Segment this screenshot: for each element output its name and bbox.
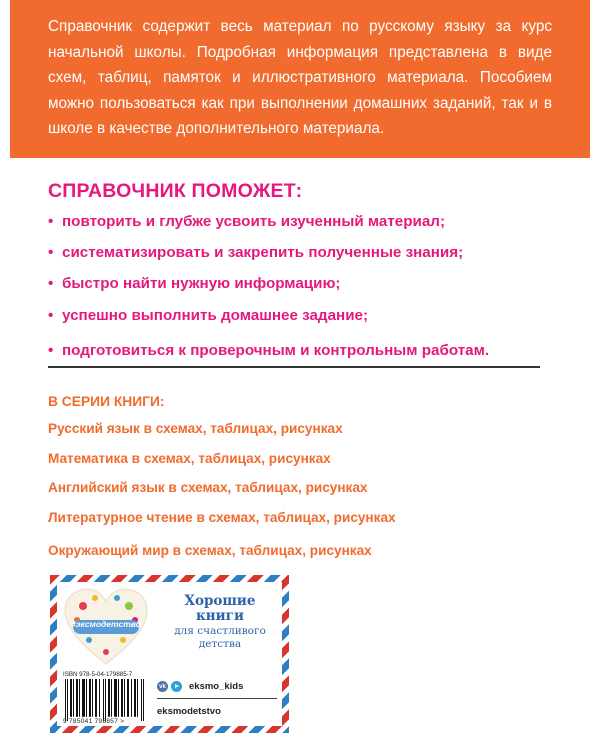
list-item [48, 208, 568, 239]
intro-banner [10, 0, 590, 158]
list-item-text: повторить и глубже усвоить изученный материал; [62, 213, 446, 230]
isbn-text: ISBN 978-5-04-179885-7 [63, 671, 133, 678]
social-row [157, 681, 243, 692]
slogan-line: детства [198, 638, 242, 650]
intro-text: Справочник содержит весь материал по русскому языку за курс начальной школы. Подробная информация представлена в виде схем, таблиц, памяток и иллюстративного материала. Пособием можно пользоваться как при выполнении домашних заданий, так и в школе в качестве дополнительного материала. [48, 18, 552, 138]
bullet: • [48, 275, 54, 293]
series-item: Русский язык в схемах, таблицах, рисунках [48, 421, 343, 436]
list-item-text: успешно выполнить домашнее задание; [62, 306, 369, 324]
heart-label: #эксмодетство [71, 619, 141, 629]
helps-list [48, 208, 568, 364]
list-item-text: быстро найти нужную информацию; [62, 275, 341, 293]
envelope-inner [57, 582, 282, 726]
barcode-number: 9 785041 798857 > [63, 718, 125, 725]
telegram-icon[interactable]: ➤ [171, 681, 182, 692]
series-list [48, 420, 396, 568]
bullet: • [48, 306, 54, 324]
list-item [48, 333, 568, 364]
social-divider [157, 698, 277, 699]
bullet: • [48, 244, 54, 262]
slogan [155, 594, 285, 651]
heart-logo [63, 586, 149, 668]
vk-icon[interactable]: vk [157, 681, 168, 692]
slogan-line: для счастливого [174, 625, 266, 637]
slogan-line: книги [196, 608, 244, 624]
bullet: • [48, 213, 54, 230]
series-item: Окружающий мир в схемах, таблицах, рисунках [48, 543, 372, 558]
site-handle[interactable]: eksmodetstvo [157, 706, 221, 717]
barcode-icon [63, 679, 147, 721]
list-item [48, 270, 568, 301]
slogan-line: Хорошие [184, 593, 256, 609]
series-title: В СЕРИИ КНИГИ: [48, 394, 165, 409]
series-item: Английский язык в схемах, таблицах, рисунках [48, 480, 368, 495]
list-item [48, 302, 568, 333]
helps-title: СПРАВОЧНИК ПОМОЖЕТ: [48, 180, 303, 202]
list-item-text: систематизировать и закрепить полученные знания; [62, 244, 464, 262]
list-item [48, 239, 568, 270]
list-item-text: подготовиться к проверочным и контрольным работам. [62, 341, 490, 359]
divider [48, 366, 540, 368]
series-item: Литературное чтение в схемах, таблицах, рисунках [48, 509, 396, 525]
social-handle[interactable]: eksmo_kids [189, 681, 244, 692]
series-item: Математика в схемах, таблицах, рисунках [48, 450, 331, 466]
bullet: • [48, 341, 54, 359]
envelope-card [50, 575, 289, 733]
